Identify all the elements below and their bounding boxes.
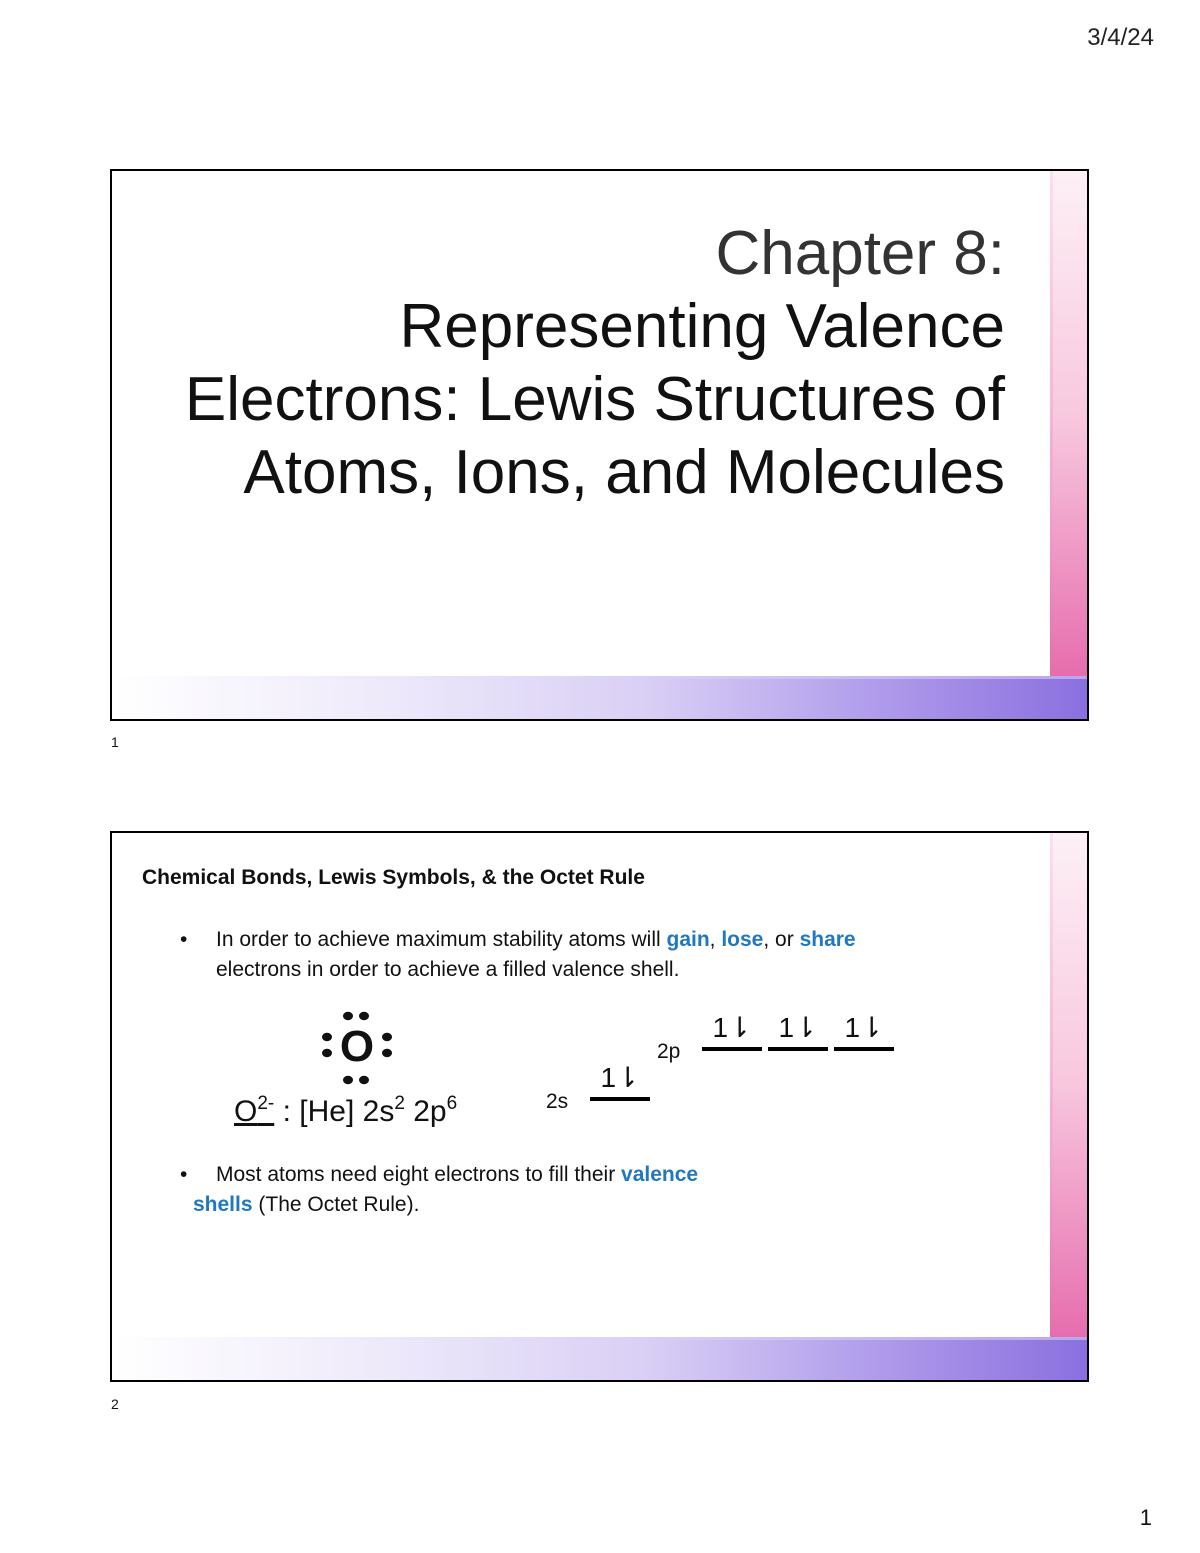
bullet-icon: • (180, 1163, 188, 1186)
lewis-symbol: O (339, 1022, 375, 1071)
electron-dot (359, 1012, 369, 1020)
electron-dot (343, 1076, 353, 1084)
ion-letter: O (234, 1095, 258, 1128)
document-date: 3/4/24 (1087, 24, 1154, 51)
bullet-text: (The Octet Rule). (252, 1193, 420, 1216)
decorative-stripe-line (1050, 833, 1053, 1380)
electron-dot (382, 1049, 392, 1057)
electron-dot (322, 1049, 332, 1057)
electron-dot (343, 1012, 353, 1020)
electron-pair-icon: 1⇂ (600, 1062, 640, 1093)
orbital-label-2p: 2p (657, 1040, 681, 1063)
subshell-2s-count: 2 (394, 1093, 405, 1114)
orbital-2p-2 (768, 1012, 828, 1051)
slide-2 (110, 831, 1089, 1382)
bullet-text: electrons in order to achieve a filled valence shell. (216, 958, 680, 981)
decorative-band (112, 679, 1087, 719)
orbital-2s (590, 1062, 650, 1101)
slide-title (185, 217, 1005, 509)
bullet-item-2 (180, 1160, 816, 1220)
bullet-text: Most atoms need eight electrons to fill their (216, 1163, 622, 1186)
keyword-lose: lose (721, 928, 764, 951)
bullet-item-1 (180, 925, 1016, 985)
orbital-2p-3 (834, 1012, 894, 1051)
subshell-2p: 2p (413, 1095, 447, 1128)
keyword-shells: shells (193, 1193, 253, 1216)
page-number: 1 (1139, 1505, 1152, 1530)
config-separator: : (274, 1095, 300, 1128)
slide-heading: Chemical Bonds, Lewis Symbols, & the Octet Rule (142, 866, 645, 889)
noble-gas-core: [He] (299, 1095, 355, 1128)
slide-1 (110, 169, 1089, 721)
title-line-4: Atoms, Ions, and Molecules (243, 438, 1005, 507)
decorative-stripe-line (1050, 171, 1053, 719)
keyword-share: share (799, 928, 856, 951)
bullet-text: In order to achieve maximum stability atoms will (216, 928, 667, 951)
electron-dot (322, 1033, 332, 1041)
title-line-1: Chapter 8: (715, 219, 1005, 288)
decorative-stripe (1051, 833, 1087, 1380)
ion-charge: 2- (257, 1093, 275, 1114)
subshell-2p-count: 6 (446, 1093, 458, 1114)
keyword-valence: valence (621, 1163, 699, 1186)
slide-number-2: 2 (111, 1396, 119, 1412)
slide-number-1: 1 (111, 734, 119, 750)
lewis-dot-oxide-icon (317, 1003, 397, 1093)
electron-dot (359, 1076, 369, 1084)
keyword-gain: gain (666, 928, 710, 951)
bullet-text: , (709, 928, 722, 951)
electron-configuration (234, 1093, 457, 1129)
title-line-2: Representing Valence (399, 292, 1005, 361)
electron-pair-icon: 1⇂ (778, 1012, 818, 1043)
title-line-3: Electrons: Lewis Structures of (184, 365, 1005, 434)
orbital-label-2s: 2s (546, 1090, 569, 1113)
subshell-2s: 2s (362, 1095, 395, 1128)
electron-pair-icon: 1⇂ (712, 1012, 752, 1043)
electron-pair-icon: 1⇂ (844, 1012, 884, 1043)
bullet-icon: • (180, 928, 188, 951)
electron-dot (382, 1033, 392, 1041)
decorative-band (112, 1340, 1087, 1380)
orbital-2p-1 (702, 1012, 762, 1051)
ion-symbol (234, 1095, 274, 1128)
bullet-text: , or (763, 928, 800, 951)
decorative-stripe (1051, 171, 1087, 719)
